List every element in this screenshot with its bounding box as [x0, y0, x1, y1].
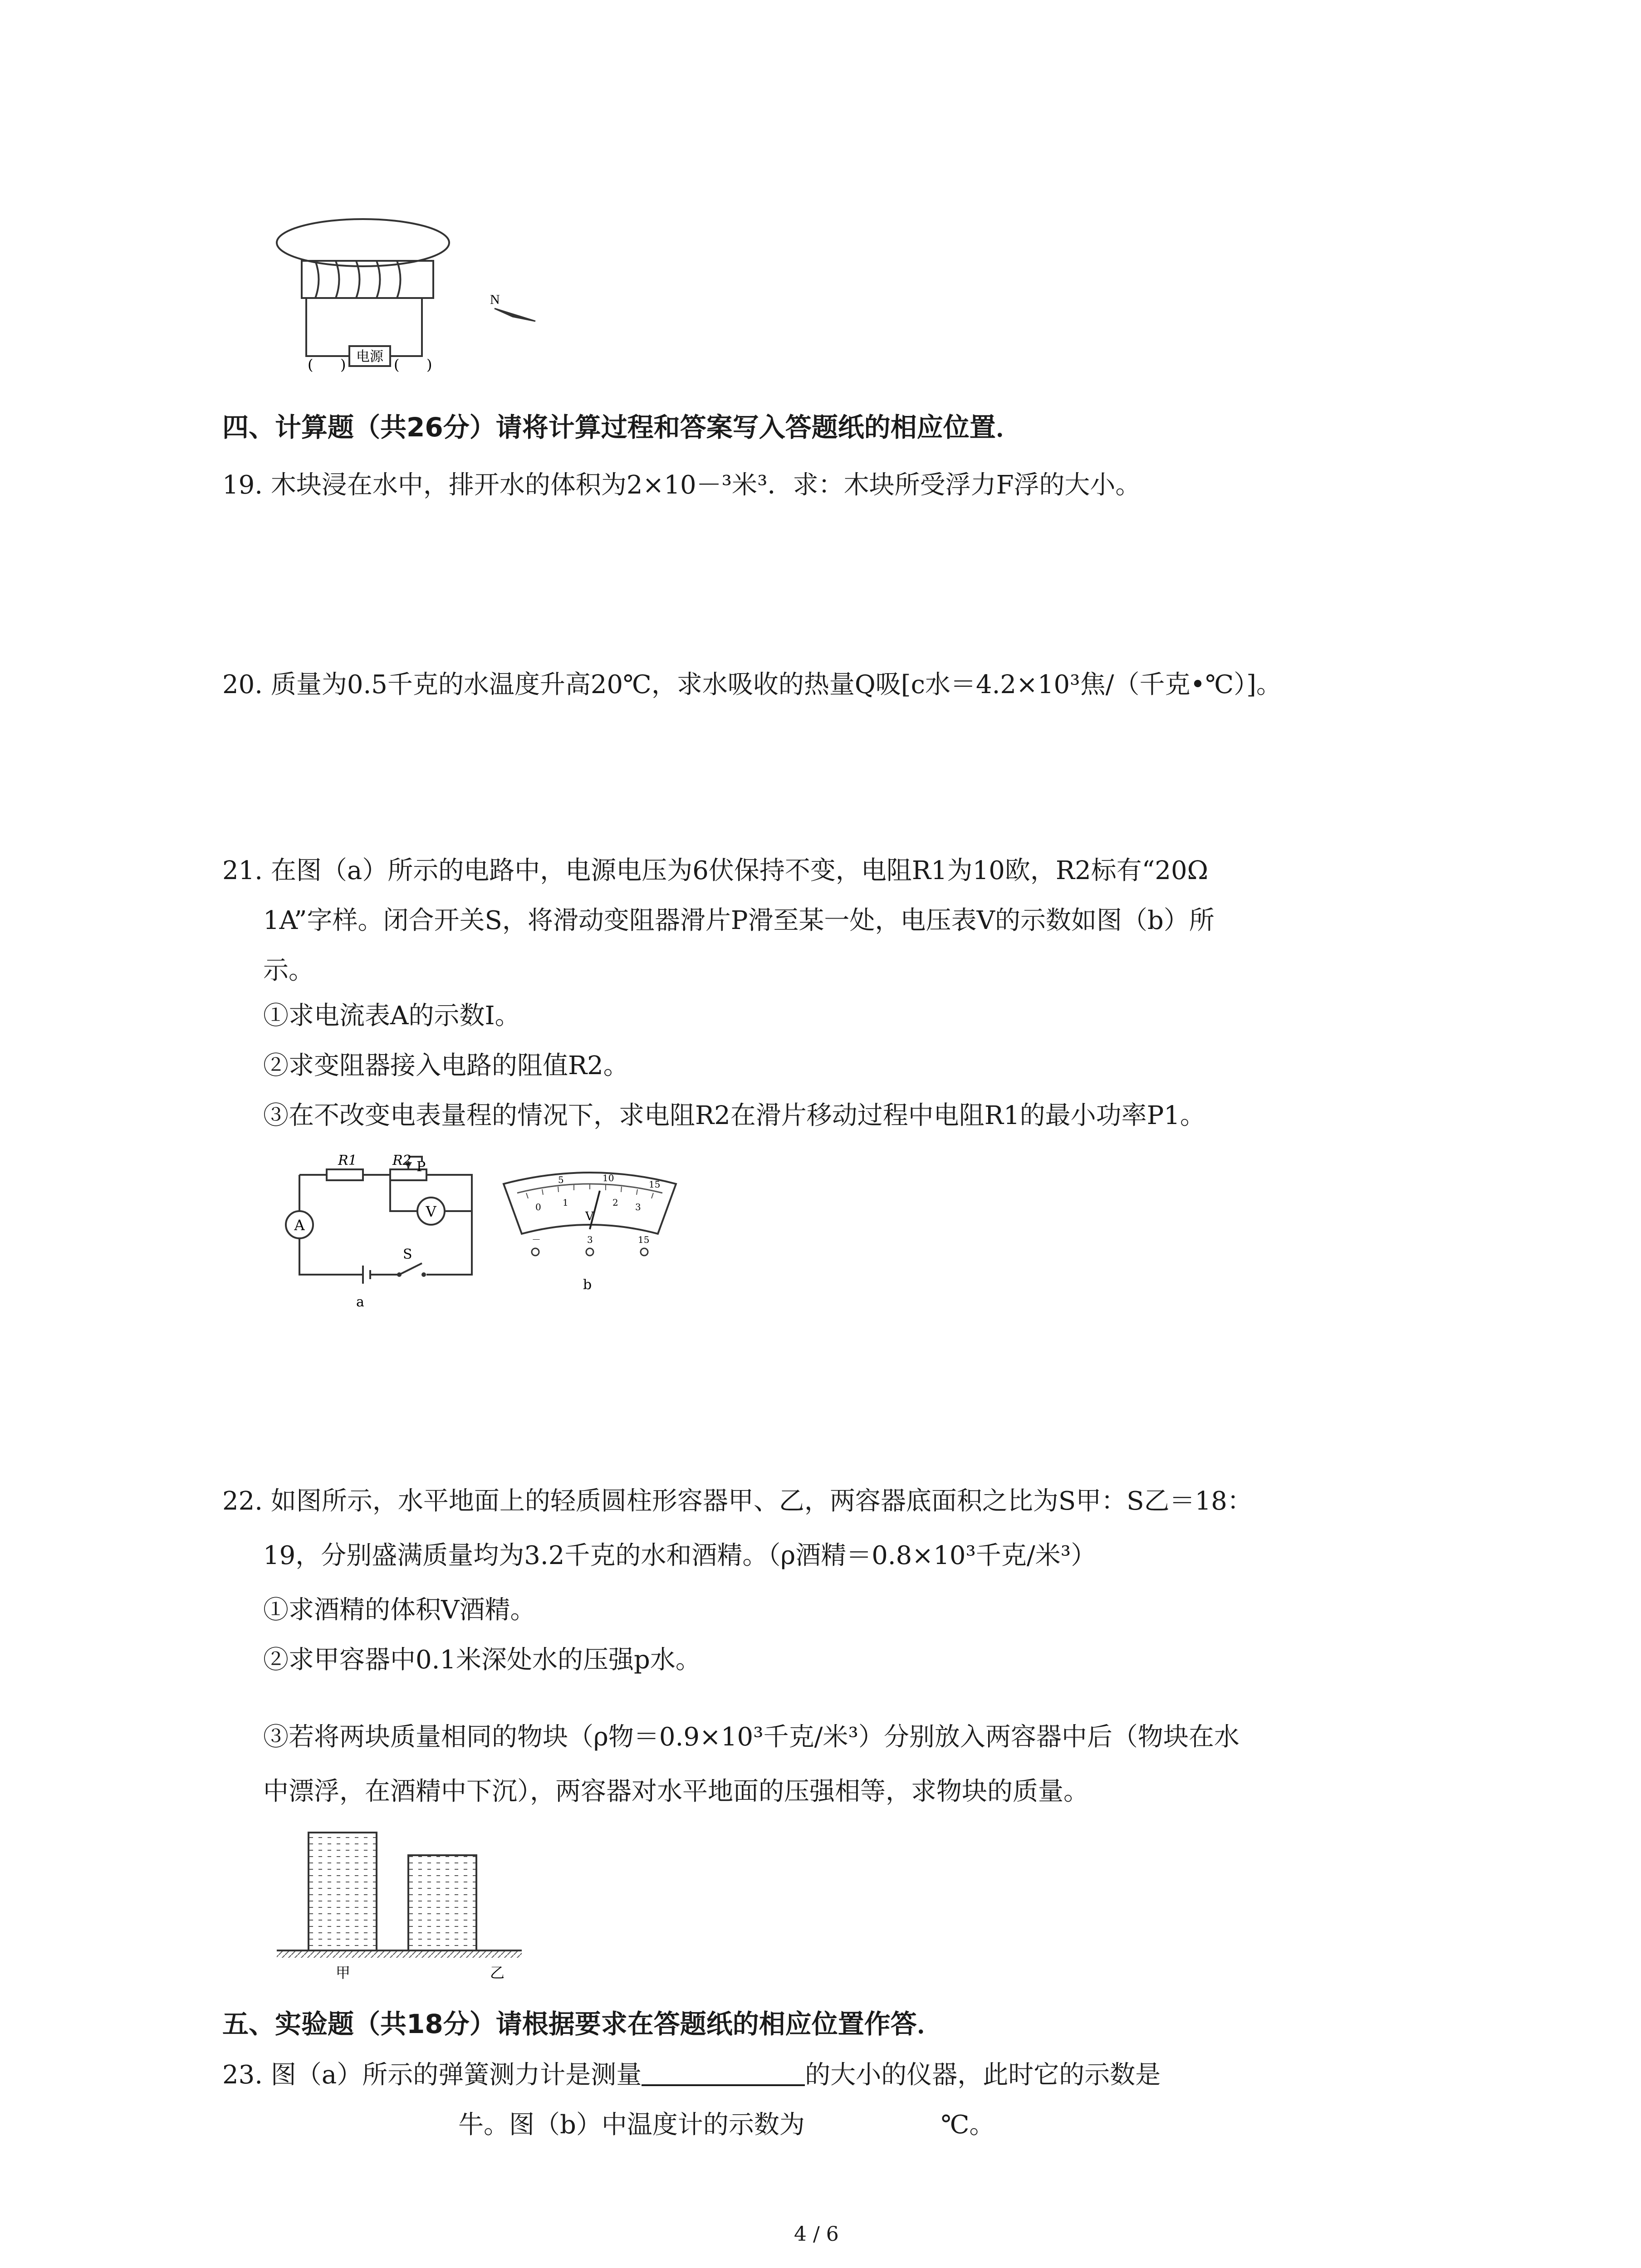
slider-p-label: P [416, 1159, 426, 1175]
container-jia [309, 1833, 377, 1950]
container-yi-label: 乙 [490, 1965, 505, 1981]
terminal-15: 15 [638, 1234, 650, 1245]
paren-left-close: ) [340, 356, 346, 373]
container-jia-label: 甲 [336, 1965, 351, 1981]
voltmeter-dial-b [499, 1170, 681, 1306]
paren-right-close: ) [426, 356, 432, 373]
question-20: 20. 质量为0.5千克的水温度升高20℃，求水吸收的热量Q吸[c水＝4.2×10³焦/（千克•℃）]。 [222, 670, 1282, 699]
terminal-neg: － [532, 1234, 541, 1245]
question-22-sub-1: ①求酒精的体积V酒精。 [263, 1595, 536, 1625]
question-21-line-2: 1A”字样。闭合开关S，将滑动变阻器滑片P滑至某一处，电压表V的示数如图（b）所 [263, 906, 1215, 935]
voltmeter-label: V [426, 1203, 436, 1220]
question-22-sub-3a: ③若将两块质量相同的物块（ρ物＝0.9×10³千克/米³）分别放入两容器中后（物块在水 [263, 1722, 1239, 1752]
question-22-line-2: 19，分别盛满质量均为3.2千克的水和酒精。（ρ酒精＝0.8×10³千克/米³） [263, 1541, 1097, 1570]
question-22-sub-3b: 中漂浮，在酒精中下沉），两容器对水平地面的压强相等，求物块的质量。 [263, 1777, 1089, 1806]
r1-label: R1 [338, 1153, 357, 1168]
question-23-line-2 [458, 2107, 995, 2143]
dial-scale-5: 5 [558, 1174, 564, 1185]
question-21-line-1: 21. 在图（a）所示的电路中，电源电压为6伏保持不变，电阻R1为10欧，R2标有“20Ω [222, 856, 1209, 885]
question-22-sub-2: ②求甲容器中0.1米深处水的压强p水。 [263, 1645, 701, 1675]
paren-right-open: ( [394, 356, 400, 373]
compass-needle-icon [495, 308, 535, 321]
figure-a-caption: a [356, 1294, 364, 1310]
question-21-sub-1: ①求电流表A的示数I。 [263, 1001, 520, 1031]
answer-blank-1[interactable] [642, 2060, 805, 2086]
question-23-line-2-a: 牛。图（b）中温度计的示数为 [458, 2110, 805, 2140]
question-21-sub-3: ③在不改变电表量程的情况下，求电阻R2在滑片移动过程中电阻R1的最小功率P1。 [263, 1101, 1205, 1130]
dial-scale-3: 3 [635, 1202, 641, 1212]
r2-label: R2 [392, 1153, 411, 1168]
paren-left-open: ( [308, 356, 314, 373]
dial-scale-15: 15 [649, 1179, 661, 1190]
question-23-line-1 [222, 2057, 1161, 2093]
container-yi [408, 1855, 476, 1950]
question-19: 19. 木块浸在水中，排开水的体积为2×10－³米³．求：木块所受浮力F浮的大小。 [222, 470, 1141, 500]
question-21-sub-2: ②求变阻器接入电路的阻值R2。 [263, 1051, 629, 1080]
terminal-3: 3 [587, 1234, 593, 1245]
compass-n-label: N [490, 292, 500, 307]
switch-label: S [403, 1246, 412, 1262]
figure-b-caption: b [583, 1277, 592, 1293]
question-21-line-3: 示。 [263, 956, 314, 985]
dial-scale-1: 1 [563, 1197, 568, 1208]
containers-figure [272, 1828, 535, 1982]
power-source-label: 电源 [356, 349, 383, 364]
question-23-line-1-a: 23. 图（a）所示的弹簧测力计是测量 [222, 2060, 642, 2090]
dial-scale-10: 10 [603, 1173, 614, 1183]
page-number: 4 / 6 [794, 2223, 839, 2246]
electromagnet-figure [272, 218, 563, 381]
section-4-title: 四、计算题（共26分）请将计算过程和答案写入答题纸的相应位置． [222, 412, 1022, 443]
question-23-line-1-b: 的大小的仪器，此时它的示数是 [805, 2060, 1161, 2090]
ammeter-label: A [294, 1217, 305, 1234]
circuit-diagram-a [281, 1152, 490, 1315]
dial-label-v: V [585, 1210, 594, 1223]
dial-scale-2: 2 [612, 1197, 618, 1208]
question-22-line-1: 22. 如图所示，水平地面上的轻质圆柱形容器甲、乙，两容器底面积之比为S甲：S乙＝18： [222, 1486, 1253, 1516]
dial-scale-0: 0 [535, 1202, 541, 1212]
section-5-title: 五、实验题（共18分）请根据要求在答题纸的相应位置作答． [222, 2009, 943, 2039]
question-23-line-2-b: ℃。 [941, 2110, 995, 2140]
